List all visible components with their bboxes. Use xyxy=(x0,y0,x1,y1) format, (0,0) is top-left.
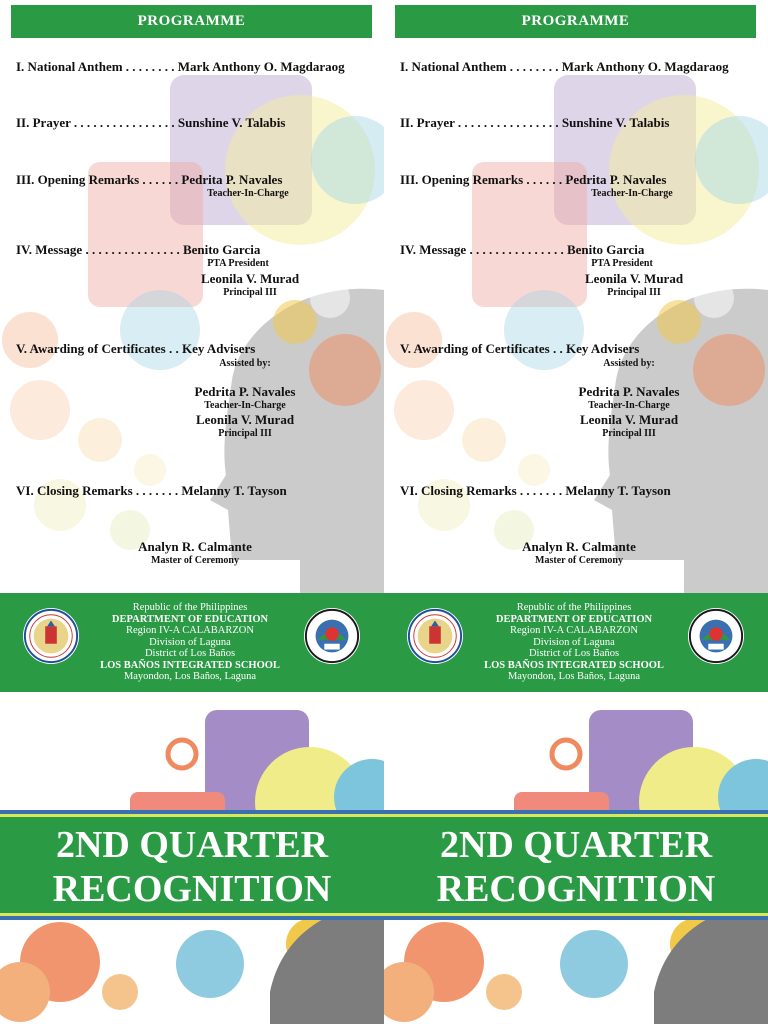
cover-title-banner xyxy=(0,810,384,920)
item-prayer: II. Prayer . . . . . . . . . . . . . . . . Sunshine V. Talabis xyxy=(16,115,286,130)
assist-role-1: Teacher-In-Charge xyxy=(204,400,286,411)
mc-role: Master of Ceremony xyxy=(151,555,239,566)
programme-header: PROGRAMME xyxy=(395,5,756,38)
mc-name: Analyn R. Calmante xyxy=(522,539,636,554)
footer-address xyxy=(95,602,285,683)
footer-address xyxy=(479,602,669,683)
cover-title-banner xyxy=(384,810,768,920)
cover-title-line-2: RECOGNITION xyxy=(52,868,332,910)
mc-name: Analyn R. Calmante xyxy=(138,539,252,554)
programme-panel-right xyxy=(384,0,768,1024)
footer-line-5: District of Los Baños xyxy=(528,648,620,659)
item-awarding: V. Awarding of Certificates . . Key Advisers xyxy=(16,341,256,356)
assist-name-2: Leonila V. Murad xyxy=(195,412,295,427)
footer-line-3: Region IV-A CALABARZON xyxy=(126,625,254,636)
item-message: IV. Message . . . . . . . . . . . . . . . Benito Garcia xyxy=(16,242,261,257)
message-role-2: Principal III xyxy=(607,287,661,298)
school-seal-icon xyxy=(687,607,745,665)
cover-section xyxy=(384,692,768,1024)
item-awarding: V. Awarding of Certificates . . Key Advisers xyxy=(400,341,640,356)
footer-line-7: Mayondon, Los Baños, Laguna xyxy=(507,671,641,682)
message-name-2: Leonila V. Murad xyxy=(200,271,300,286)
assist-name-1: Pedrita P. Navales xyxy=(194,384,296,399)
mc-role: Master of Ceremony xyxy=(535,555,623,566)
item-closing-remarks: VI. Closing Remarks . . . . . . . Melanny T. Tayson xyxy=(400,483,671,498)
item-national-anthem: I. National Anthem . . . . . . . . Mark Anthony O. Magdaraog xyxy=(16,59,345,74)
footer-line-1: Republic of the Philippines xyxy=(132,602,248,613)
footer-line-6: LOS BAÑOS INTEGRATED SCHOOL xyxy=(100,659,280,671)
footer-line-7: Mayondon, Los Baños, Laguna xyxy=(123,671,257,682)
cover-title-line-2: RECOGNITION xyxy=(436,868,716,910)
deped-seal-icon xyxy=(22,607,80,665)
item-closing-remarks: VI. Closing Remarks . . . . . . . Melanny T. Tayson xyxy=(16,483,287,498)
school-footer xyxy=(0,593,384,692)
banner-stripe-bottom xyxy=(0,916,384,920)
footer-line-2: DEPARTMENT OF EDUCATION xyxy=(111,613,269,625)
footer-line-2: DEPARTMENT OF EDUCATION xyxy=(495,613,653,625)
footer-line-1: Republic of the Philippines xyxy=(516,602,632,613)
banner-stripe-top-accent xyxy=(384,814,768,817)
item-national-anthem: I. National Anthem . . . . . . . . Mark Anthony O. Magdaraog xyxy=(400,59,729,74)
school-footer xyxy=(384,593,768,692)
message-name-2: Leonila V. Murad xyxy=(584,271,684,286)
message-role-1: PTA President xyxy=(207,258,269,269)
assist-role-2: Principal III xyxy=(602,428,656,439)
cover-title-line-1: 2ND QUARTER xyxy=(439,824,713,866)
footer-line-3: Region IV-A CALABARZON xyxy=(510,625,638,636)
cover-section xyxy=(0,692,384,1024)
footer-line-6: LOS BAÑOS INTEGRATED SCHOOL xyxy=(484,659,664,671)
item-message: IV. Message . . . . . . . . . . . . . . . Benito Garcia xyxy=(400,242,645,257)
item-opening-remarks: III. Opening Remarks . . . . . . Pedrita P. Navales xyxy=(16,172,283,187)
banner-stripe-bottom xyxy=(384,916,768,920)
assist-role-2: Principal III xyxy=(218,428,272,439)
deped-seal-icon xyxy=(406,607,464,665)
school-seal-icon xyxy=(303,607,361,665)
assist-role-1: Teacher-In-Charge xyxy=(588,400,670,411)
programme-header: PROGRAMME xyxy=(11,5,372,38)
banner-stripe-top-accent xyxy=(0,814,384,817)
assist-name-1: Pedrita P. Navales xyxy=(578,384,680,399)
footer-line-5: District of Los Baños xyxy=(144,648,236,659)
footer-line-4: Division of Laguna xyxy=(533,636,615,648)
assist-name-2: Leonila V. Murad xyxy=(579,412,679,427)
item-opening-remarks: III. Opening Remarks . . . . . . Pedrita P. Navales xyxy=(400,172,667,187)
message-role-2: Principal III xyxy=(223,287,277,298)
message-role-1: PTA President xyxy=(591,258,653,269)
assisted-by: Assisted by: xyxy=(603,358,655,369)
footer-line-4: Division of Laguna xyxy=(149,636,231,648)
item-prayer: II. Prayer . . . . . . . . . . . . . . . . Sunshine V. Talabis xyxy=(400,115,670,130)
assisted-by: Assisted by: xyxy=(219,358,271,369)
opening-role: Teacher-In-Charge xyxy=(591,188,673,199)
opening-role: Teacher-In-Charge xyxy=(207,188,289,199)
cover-title-line-1: 2ND QUARTER xyxy=(55,824,329,866)
